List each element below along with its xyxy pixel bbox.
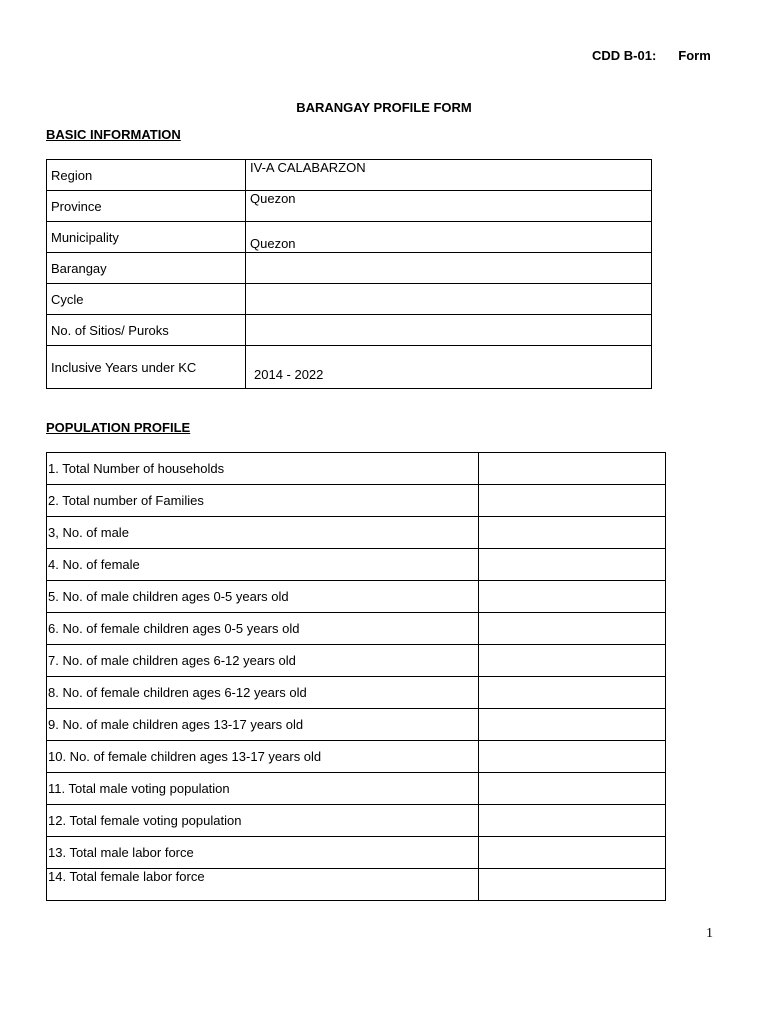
- form-title: BARANGAY PROFILE FORM: [296, 100, 472, 115]
- female-labor-force-label: 14. Total female labor force: [47, 869, 479, 901]
- female-children-0-5-value[interactable]: [479, 613, 666, 645]
- table-row: [47, 160, 652, 191]
- families-label: 2. Total number of Families: [47, 485, 479, 517]
- female-children-13-17-label: 10. No. of female children ages 13-17 years old: [47, 741, 479, 773]
- table-row: [47, 346, 652, 389]
- table-row: [47, 805, 666, 837]
- sitios-puroks-value[interactable]: [246, 315, 652, 346]
- male-children-6-12-value[interactable]: [479, 645, 666, 677]
- table-row: [47, 741, 666, 773]
- barangay-value[interactable]: [246, 253, 652, 284]
- table-row: [47, 191, 652, 222]
- households-value[interactable]: [479, 453, 666, 485]
- province-value[interactable]: Quezon: [246, 191, 652, 222]
- female-labor-force-value[interactable]: [479, 869, 666, 901]
- male-voting-value[interactable]: [479, 773, 666, 805]
- population-profile-table: [46, 452, 666, 901]
- inclusive-years-value[interactable]: 2014 - 2022: [246, 346, 652, 389]
- table-row: [47, 869, 666, 901]
- male-children-13-17-value[interactable]: [479, 709, 666, 741]
- table-row: [47, 613, 666, 645]
- female-voting-value[interactable]: [479, 805, 666, 837]
- province-label: Province: [47, 191, 246, 222]
- form-code: CDD B-01:: [592, 48, 657, 63]
- male-children-0-5-label: 5. No. of male children ages 0-5 years old: [47, 581, 479, 613]
- sitios-puroks-label: No. of Sitios/ Puroks: [47, 315, 246, 346]
- barangay-label: Barangay: [47, 253, 246, 284]
- female-children-6-12-value[interactable]: [479, 677, 666, 709]
- male-voting-label: 11. Total male voting population: [47, 773, 479, 805]
- table-row: [47, 253, 652, 284]
- families-value[interactable]: [479, 485, 666, 517]
- households-label: 1. Total Number of households: [47, 453, 479, 485]
- table-row: [47, 284, 652, 315]
- male-count-value[interactable]: [479, 517, 666, 549]
- female-voting-label: 12. Total female voting population: [47, 805, 479, 837]
- table-row: [47, 837, 666, 869]
- male-children-13-17-label: 9. No. of male children ages 13-17 years old: [47, 709, 479, 741]
- female-count-label: 4. No. of female: [47, 549, 479, 581]
- male-children-6-12-label: 7. No. of male children ages 6-12 years old: [47, 645, 479, 677]
- cycle-label: Cycle: [47, 284, 246, 315]
- male-labor-force-label: 13. Total male labor force: [47, 837, 479, 869]
- table-row: [47, 315, 652, 346]
- form-code-header: [592, 48, 711, 63]
- table-row: [47, 485, 666, 517]
- table-row: [47, 549, 666, 581]
- table-row: [47, 773, 666, 805]
- inclusive-years-label: Inclusive Years under KC: [47, 346, 246, 389]
- basic-information-heading: BASIC INFORMATION: [46, 127, 181, 142]
- table-row: [47, 677, 666, 709]
- male-count-label: 3, No. of male: [47, 517, 479, 549]
- table-row: [47, 517, 666, 549]
- female-children-6-12-label: 8. No. of female children ages 6-12 years old: [47, 677, 479, 709]
- population-profile-heading: POPULATION PROFILE: [46, 420, 191, 435]
- table-row: [47, 581, 666, 613]
- table-row: [47, 453, 666, 485]
- municipality-value[interactable]: Quezon: [246, 222, 652, 253]
- table-row: [47, 709, 666, 741]
- table-row: [47, 645, 666, 677]
- page-number: 1: [706, 926, 713, 941]
- female-children-0-5-label: 6. No. of female children ages 0-5 years old: [47, 613, 479, 645]
- female-count-value[interactable]: [479, 549, 666, 581]
- male-children-0-5-value[interactable]: [479, 581, 666, 613]
- cycle-value[interactable]: [246, 284, 652, 315]
- table-row: [47, 222, 652, 253]
- form-label: Form: [678, 48, 711, 63]
- region-label: Region: [47, 160, 246, 191]
- basic-information-table: [46, 159, 652, 389]
- municipality-label: Municipality: [47, 222, 246, 253]
- male-labor-force-value[interactable]: [479, 837, 666, 869]
- region-value[interactable]: IV-A CALABARZON: [246, 160, 652, 191]
- female-children-13-17-value[interactable]: [479, 741, 666, 773]
